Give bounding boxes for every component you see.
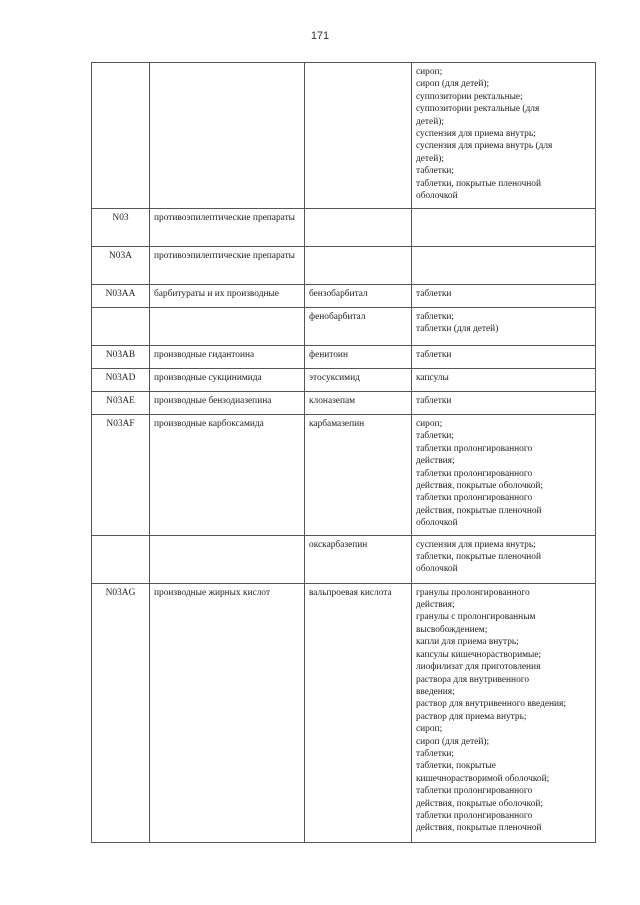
atc-code-cell: N03A bbox=[92, 247, 150, 285]
dosage-form-line: сироп; bbox=[416, 67, 443, 77]
dosage-form-line: таблетки bbox=[416, 289, 452, 299]
atc-code-cell bbox=[92, 535, 150, 583]
atc-code-cell: N03AD bbox=[92, 369, 150, 392]
atc-code-cell: N03AE bbox=[92, 392, 150, 415]
drug-name-cell bbox=[305, 63, 412, 209]
dosage-form-line: кишечнорастворимой оболочкой; bbox=[416, 773, 550, 784]
table-row bbox=[92, 308, 596, 346]
dosage-form-line: действия, покрытые пленочной bbox=[416, 823, 542, 834]
dosage-form-line: таблетки, покрытые bbox=[416, 761, 496, 772]
table-row bbox=[92, 247, 596, 285]
table-row bbox=[92, 415, 596, 536]
dosage-forms-cell bbox=[412, 415, 596, 536]
dosage-form-line: гранулы с пролонгированным bbox=[416, 612, 536, 623]
dosage-form-line: суппозитории ректальные (для bbox=[416, 104, 540, 115]
group-name-cell: производные гидантоина bbox=[150, 346, 305, 369]
table-row bbox=[92, 346, 596, 369]
atc-code-cell bbox=[92, 308, 150, 346]
dosage-form-line: таблетки; bbox=[416, 312, 455, 322]
dosage-form-line: сироп; bbox=[416, 419, 443, 429]
dosage-form-line: таблетки bbox=[416, 396, 452, 406]
dosage-forms-cell bbox=[412, 392, 596, 415]
table-row bbox=[92, 63, 596, 209]
table-row bbox=[92, 369, 596, 392]
dosage-form-line: детей); bbox=[416, 153, 444, 164]
dosage-form-line: капли для приема внутрь; bbox=[416, 637, 519, 648]
atc-code-cell: N03AB bbox=[92, 346, 150, 369]
dosage-form-line: действия, покрытые оболочкой; bbox=[416, 798, 544, 809]
dosage-form-line: суспензия для приема внутрь; bbox=[416, 129, 536, 140]
group-name-cell: противоэпилептические препараты bbox=[150, 209, 305, 247]
dosage-form-line: таблетки пролонгированного bbox=[416, 468, 533, 479]
group-name-cell bbox=[150, 63, 305, 209]
group-name-cell: производные карбоксамида bbox=[150, 415, 305, 536]
dosage-forms-cell bbox=[412, 369, 596, 392]
dosage-form-line: суппозитории ректальные; bbox=[416, 91, 523, 102]
dosage-form-line: высвобождением; bbox=[416, 624, 488, 635]
drug-name-cell: фенобарбитал bbox=[305, 308, 412, 346]
dosage-forms-cell bbox=[412, 209, 596, 247]
dosage-forms-cell bbox=[412, 535, 596, 583]
dosage-form-line: сироп (для детей); bbox=[416, 79, 490, 90]
dosage-forms-cell bbox=[412, 308, 596, 346]
dosage-form-line: оболочкой bbox=[416, 191, 458, 202]
drug-name-cell: карбамазепин bbox=[305, 415, 412, 536]
dosage-form-line: гранулы пролонгированного bbox=[416, 587, 530, 598]
group-name-cell: производные бензодиазепина bbox=[150, 392, 305, 415]
dosage-form-line: таблетки; bbox=[416, 431, 455, 442]
drug-table bbox=[91, 62, 596, 843]
dosage-form-line: действия, покрытые пленочной bbox=[416, 505, 542, 516]
table-body bbox=[92, 63, 596, 843]
page-number: 171 bbox=[310, 30, 330, 42]
table-row bbox=[92, 392, 596, 415]
group-name-cell: производные жирных кислот bbox=[150, 583, 305, 842]
drug-name-cell: фенитоин bbox=[305, 346, 412, 369]
table-row bbox=[92, 535, 596, 583]
drug-name-cell: окскарбазепин bbox=[305, 535, 412, 583]
dosage-form-line: таблетки пролонгированного bbox=[416, 493, 533, 504]
dosage-form-line: таблетки (для детей) bbox=[416, 324, 499, 335]
drug-name-cell bbox=[305, 209, 412, 247]
dosage-form-line: действия; bbox=[416, 456, 455, 467]
dosage-form-line: введения; bbox=[416, 686, 455, 697]
dosage-form-line: оболочкой bbox=[416, 564, 458, 575]
dosage-form-line: действия, покрытые оболочкой; bbox=[416, 481, 544, 492]
drug-name-cell: клоназепам bbox=[305, 392, 412, 415]
atc-code-cell: N03AG bbox=[92, 583, 150, 842]
atc-code-cell: N03AA bbox=[92, 285, 150, 308]
dosage-form-line: оболочкой bbox=[416, 518, 458, 529]
group-name-cell: производные сукцинимида bbox=[150, 369, 305, 392]
drug-name-cell bbox=[305, 247, 412, 285]
atc-code-cell bbox=[92, 63, 150, 209]
dosage-form-line: лиофилизат для приготовления bbox=[416, 662, 541, 673]
dosage-form-line: капсулы bbox=[416, 373, 449, 383]
dosage-form-line: капсулы кишечнорастворимые; bbox=[416, 649, 542, 660]
dosage-form-line: детей); bbox=[416, 116, 444, 127]
dosage-form-line: суспензия для приема внутрь; bbox=[416, 539, 536, 550]
drug-name-cell: вальпроевая кислота bbox=[305, 583, 412, 842]
dosage-form-line: раствора для внутривенного bbox=[416, 674, 530, 685]
group-name-cell bbox=[150, 308, 305, 346]
dosage-forms-cell bbox=[412, 346, 596, 369]
dosage-forms-cell bbox=[412, 63, 596, 209]
table-row bbox=[92, 583, 596, 842]
dosage-forms-cell bbox=[412, 247, 596, 285]
dosage-form-line: таблетки пролонгированного bbox=[416, 443, 533, 454]
atc-code-cell: N03AF bbox=[92, 415, 150, 536]
dosage-form-line: таблетки, покрытые пленочной bbox=[416, 178, 542, 189]
table-row bbox=[92, 209, 596, 247]
drug-name-cell: этосуксимид bbox=[305, 369, 412, 392]
dosage-form-line: таблетки пролонгированного bbox=[416, 810, 533, 821]
dosage-form-line: раствор для приема внутрь; bbox=[416, 711, 527, 722]
dosage-form-line: таблетки; bbox=[416, 748, 455, 759]
dosage-form-line: сироп (для детей); bbox=[416, 736, 490, 747]
group-name-cell bbox=[150, 535, 305, 583]
dosage-form-line: действия; bbox=[416, 600, 455, 611]
dosage-form-line: таблетки bbox=[416, 350, 452, 360]
table-row bbox=[92, 285, 596, 308]
dosage-form-line: таблетки; bbox=[416, 166, 455, 177]
dosage-forms-cell bbox=[412, 285, 596, 308]
dosage-form-line: раствор для внутривенного введения; bbox=[416, 699, 566, 710]
dosage-form-line: таблетки пролонгированного bbox=[416, 786, 533, 797]
group-name-cell: барбитураты и их производные bbox=[150, 285, 305, 308]
dosage-form-line: суспензия для приема внутрь (для bbox=[416, 141, 553, 152]
dosage-form-line: таблетки, покрытые пленочной bbox=[416, 552, 542, 563]
atc-code-cell: N03 bbox=[92, 209, 150, 247]
dosage-form-line: сироп; bbox=[416, 724, 443, 735]
drug-name-cell: бензобарбитал bbox=[305, 285, 412, 308]
group-name-cell: противоэпилептические препараты bbox=[150, 247, 305, 285]
dosage-forms-cell bbox=[412, 583, 596, 842]
